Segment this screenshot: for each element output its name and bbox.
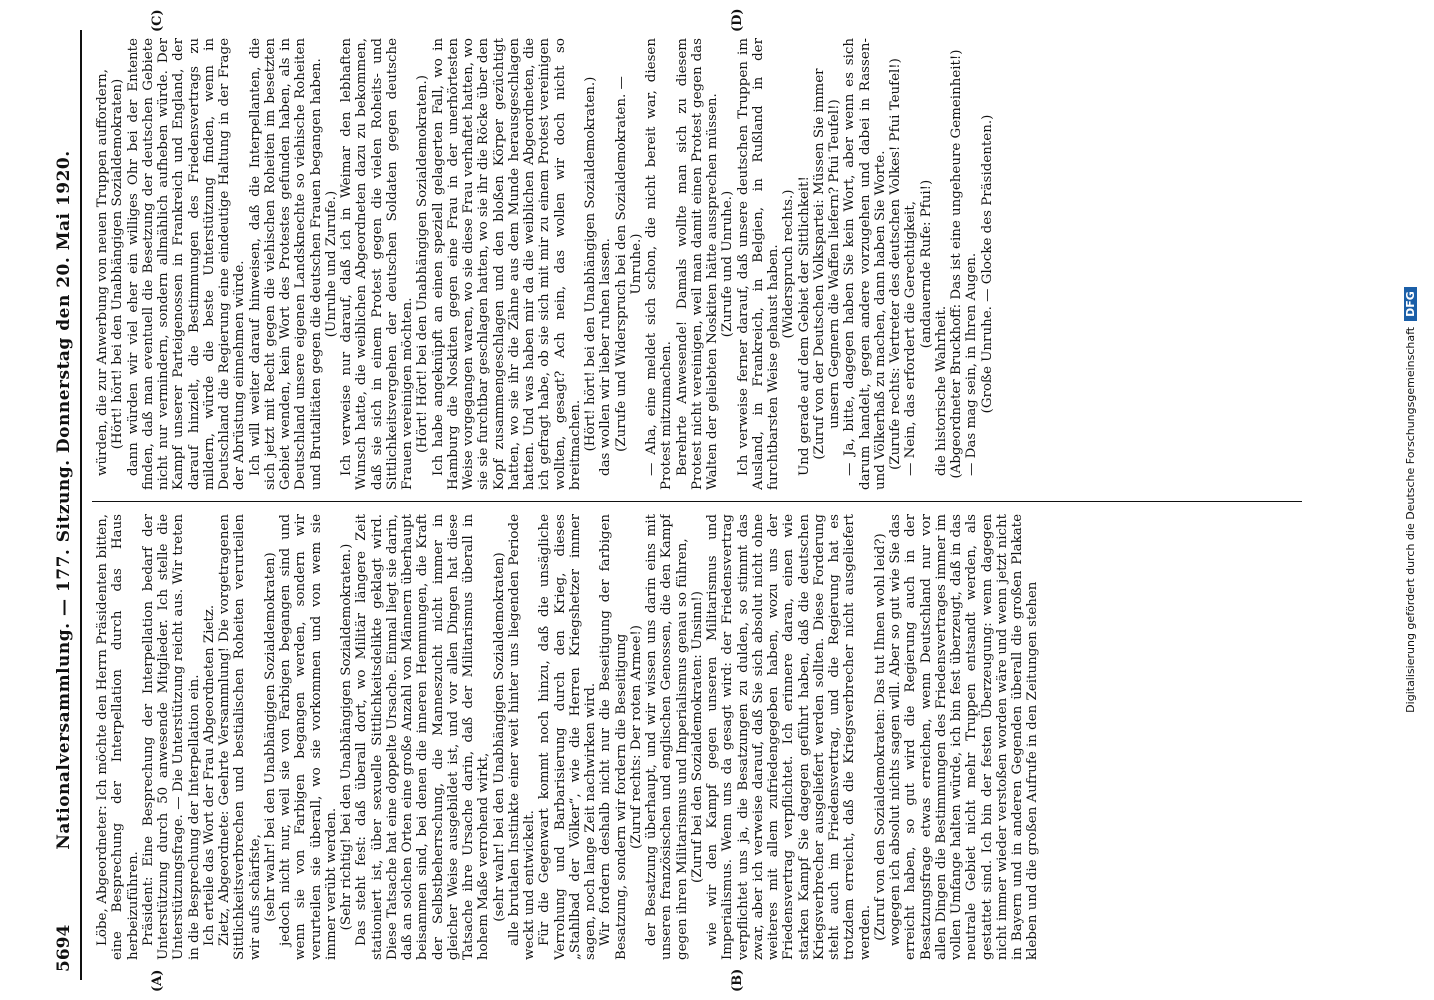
paragraph: (Zurufe und Unruhe.) <box>720 190 736 338</box>
paragraph: Ich verweise nur darauf, daß ich in Weimar den lebhaften Wunsch hatte, die weiblichen Abgeordneten dazu zu bekommen, daß sie sich in einem Protest gegen die vielen Roheits- und Sittlichkeitsvergehen der deutschen Soldaten gegen deutsche Frauen vereinigen möchten. <box>339 38 415 490</box>
credit-text: Digitalisierung gefördert durch die Deutsche Forschungsgemeinschaft <box>1404 326 1417 713</box>
paragraph: (Unruhe und Zurufe.) <box>323 190 339 338</box>
margin-marker-a: (A) <box>150 969 165 992</box>
paragraph: (sehr wahr! bei den Unabhängigen Sozialdemokraten) <box>491 552 507 922</box>
paragraph: (Zurufe und Widerspruch bei den Sozialdemokraten. — Unruhe.) <box>613 76 644 452</box>
paragraph: Und gerade auf dem Gebiet der Sittlichkeit! <box>796 176 812 476</box>
paragraph: Berehrte Anwesende! Damals wollte man sich zu diesem Protest nicht vereinigen, weil man damit einen Protest gegen das Walten der geliebten Noskiten hätte aussprechen müssen. <box>674 38 720 490</box>
paragraph: Löbe, Abgeordneter: Ich möchte den Herrn Präsidenten bitten, eine Besprechung der Interpellation durch das Haus herbeizuführen. <box>95 514 141 960</box>
paragraph: alle brutalen Instinkte einer weit hinter uns liegenden Periode weckt und entwickelt. <box>506 514 537 960</box>
paragraph: wogegen ich absolut nichts sagen will. Aber so gut wie Sie das erreicht haben, so gut wird die Regierung auch in der Besatzungsfrage etwas erreichen, wenn Deutschland nur vor allen Dingen die Bestimmungen des Friedensvertrages immer im vollen Umfange halten würde, ich bin fest überzeugt, daß in das neutrale Gebiet nicht mehr Truppen entsandt werden, als gestattet sind. Ich bin der festen Überzeugung: wenn dagegen nicht immer wieder verstoßen worden wäre und wenn jetzt nicht in Bayern und in anderen Gegenden überall die großen Plakate kleben und die großen Aufrufe in den Zeitungen stehen <box>888 514 1041 960</box>
paragraph: Präsident: Eine Besprechung der Interpellation bedarf der Unterstützung durch 50 anwesende Mitglieder. Ich stelle die Unterstützungsfrage. — Die Unterstützung reicht aus. Wir treten in die Besprechung der Interpellation ein. <box>140 514 202 960</box>
paragraph: — Aha, eine meldet sich schon, die nicht bereit war, diesen Protest mitzumachen. <box>644 38 675 490</box>
paragraph: (Abgeordneter Bruckhoff: Das ist eine ungeheure Gemeinheit!) <box>949 49 964 479</box>
paragraph: Ich verweise ferner darauf, daß unsere deutschen Truppen im Ausland, in Frankreich, in Belgien, in Rußland in der furchtbarsten Weise gehaust haben. <box>735 38 781 490</box>
paragraph: — Ja, bitte, dagegen haben Sie kein Wort, aber wenn es sich darum handelt, gegen andere vorzugehen und dabei in Rassen- und Völkerhaß zu machen, dann haben Sie Worte. <box>842 38 888 490</box>
paragraph: das wollen wir lieber ruhen lassen. <box>598 238 614 476</box>
paragraph: jedoch nicht nur, weil sie von Farbigen begangen sind und wenn sie von Farbigen begangen werden, sondern wir verurteilen sie überall, wo sie vorkommen und von wem sie immer verübt werden. <box>278 514 339 960</box>
paragraph: (Hört! Hört! bei den Unabhängigen Sozialdemokraten.) <box>415 75 431 453</box>
paragraph: Wir fordern deshalb nicht nur die Beseitigung der farbigen Besatzung, sondern wir fordern die Beseitigung <box>598 514 629 960</box>
paragraph: (Hört! hört! bei den Unabhängigen Sozialdemokraten.) <box>583 76 598 452</box>
dfg-logo: DFG <box>1404 287 1417 321</box>
paragraph: Das steht fest: daß überall dort, wo Militär längere Zeit stationiert ist, über sexuelle Sittlichkeitsdelikte geklagt wird. Diese Tatsache hat eine doppelte Ursache. Einmal liegt sie darin, daß an solchen Orten eine große Anzahl von Männern überhaupt beisammen sind, bei denen die inneren Hemmungen, die Kraft der Selbstbeherrschung, die Manneszucht nicht immer in gleicher Weise ausgebildet ist, und vor allen Dingen hat diese Tatsache ihre Ursache darin, daß der Militarismus überall in hohem Maße verrohend wirkt, <box>354 514 492 960</box>
paragraph: (Widerspruch rechts.) <box>781 189 797 339</box>
paragraph: Für die Gegenwart kommt noch hinzu, daß die unsägliche Verrohung und Barbarisierung durch den Krieg, dieses „Stahlbad der Völker“, wie die Herren Kriegshetzer immer sagen, noch lange Zeit nachwirken wird. <box>537 514 598 960</box>
right-text-column <box>95 38 1303 490</box>
paragraph: (Sehr richtig! bei den Unabhängigen Sozialdemokraten.) <box>339 543 354 931</box>
paragraph: die historische Wahrheit. <box>933 305 949 476</box>
paragraph: wie wir den Kampf gegen unseren Militarismus und Imperialismus. Wenn uns da gesagt wird: der Friedensvertrag verpflichtet uns ja, die Besatzungen zu dulden, so stimmt das zwar, aber ich verweise darauf, daß Sie sich absolut nicht ohne weiteres mit allem zufriedengegeben haben, wozu uns der Friedensvertrag verpflichtet. Ich erinnere daran, einen wie starken Kampf Sie dagegen geführt haben, daß die deutschen Kriegsverbrecher ausgeliefert werden sollten. Diese Forderung steht auch im Friedensvertrag, und die Regierung hat es trotzdem erreicht, daß die Kriegsverbrecher nicht ausgeliefert werden. <box>705 514 873 960</box>
paragraph: — Nein, das erfordert die Gerechtigkeit, <box>903 201 919 476</box>
paragraph: würden, die zur Anwerbung von neuen Truppen auffordern, <box>95 69 110 476</box>
margin-marker-d: (D) <box>730 8 745 32</box>
page-header <box>52 28 78 972</box>
margin-marker-c: (C) <box>150 9 165 32</box>
paragraph: (Hört! hört! bei den Unabhängigen Sozialdemokraten) <box>110 78 126 450</box>
paragraph: (sehr wahr! bei den Unabhängigen Sozialdemokraten) <box>262 552 278 922</box>
margin-marker-b: (B) <box>730 968 745 992</box>
page-number: 5694 <box>54 924 74 972</box>
paragraph: dann würden wir viel eher ein williges Ohr bei der Entente finden, daß man eventuell die Besetzung der deutschen Gebiete nicht nur vermindern, sondern allmählich aufheben würde. Der Kampf unserer Parteigenossen in Frankreich und England, der darauf hinzielt, die Bestimmungen des Friedensvertrags zu mildern, würde die beste Unterstützung finden, wenn in Deutschland die Regierung eine eindeutige Haltung in der Frage der Abrüstung einnehmen würde. <box>125 38 248 490</box>
digitization-credit <box>1404 20 1424 980</box>
paragraph: Ich erteile das Wort der Frau Abgeordneten Zietz. <box>201 604 217 946</box>
paragraph: (Zuruf rechts: Der roten Armee!) <box>628 624 644 850</box>
paragraph: (Zurufe rechts: Vertreter des deutschen Volkes! Pfui Teufel!) <box>888 58 903 470</box>
page-title: Nationalversammlung. — 177. Sitzung. Donnerstag den 20. Mai 1920. <box>54 150 74 850</box>
paragraph: (Große Unruhe. — Glocke des Präsidenten.) <box>979 114 995 414</box>
paragraph: Ich will weiter darauf hinweisen, daß die Interpellanten, die sich jetzt mit Recht gegen die viehischen Roheiten im besetzten Gebiet wenden, kein Wort des Protestes gefunden haben, als in Deutschland unsere eigenen Landsknechte so viehische Roheiten und Brutalitäten gegen die deutschen Frauen begangen haben. <box>247 38 324 490</box>
left-text-column <box>95 514 1303 960</box>
paragraph: (Zuruf von der Deutschen Volkspartei: Müssen Sie immer unsern Gegnern die Waffen liefern? Pfui Teufel!) <box>811 68 842 460</box>
paragraph: der Besatzung überhaupt, und wir wissen uns darin eins mit unseren französischen und englischen Genossen, die den Kampf gegen ihren Militarismus und Imperialismus genau so führen, <box>644 514 690 960</box>
paragraph: (Zuruf bei den Sozialdemokraten: Unsinn!) <box>689 591 705 884</box>
header-rule <box>80 30 82 980</box>
column-divider <box>92 501 1302 502</box>
paragraph: Zietz, Abgeordnete: Geehrte Versammlung! Die vorgetragenen Sittlichkeitsverbrechen und bestialischen Roheiten verurteilen wir aufs schärfste, <box>217 514 263 960</box>
paragraph: Ich habe angeknüpft an einen speziell gelagerten Fall, wo in Hamburg die Noskiten gegen eine Frau in der unerhörtesten Weise vorgegangen waren, wo sie diese Frau verhaftet hatten, wo sie sie furchtbar geschlagen hatten, wo sie ihr die Röcke über den Kopf zusammengeschlagen und den bloßen Körper gezüchtigt hatten, wo sie ihr die Zähne aus dem Munde herausgeschlagen hatten. Und was haben mir da die weiblichen Abgeordneten, die ich gefragt habe, ob sie sich mit mir zu einem Protest vereinigen wollten, gesagt? Ach nein, das wollen wir doch nicht so breitmachen. <box>430 38 583 490</box>
paragraph: (Zuruf von den Sozialdemokraten: Das tut Ihnen wohl leid?) <box>872 533 888 941</box>
paragraph: (andauernde Rufe: Pfui!) <box>918 179 934 349</box>
paragraph: — Das mag sein, in Ihren Augen. <box>964 252 980 476</box>
